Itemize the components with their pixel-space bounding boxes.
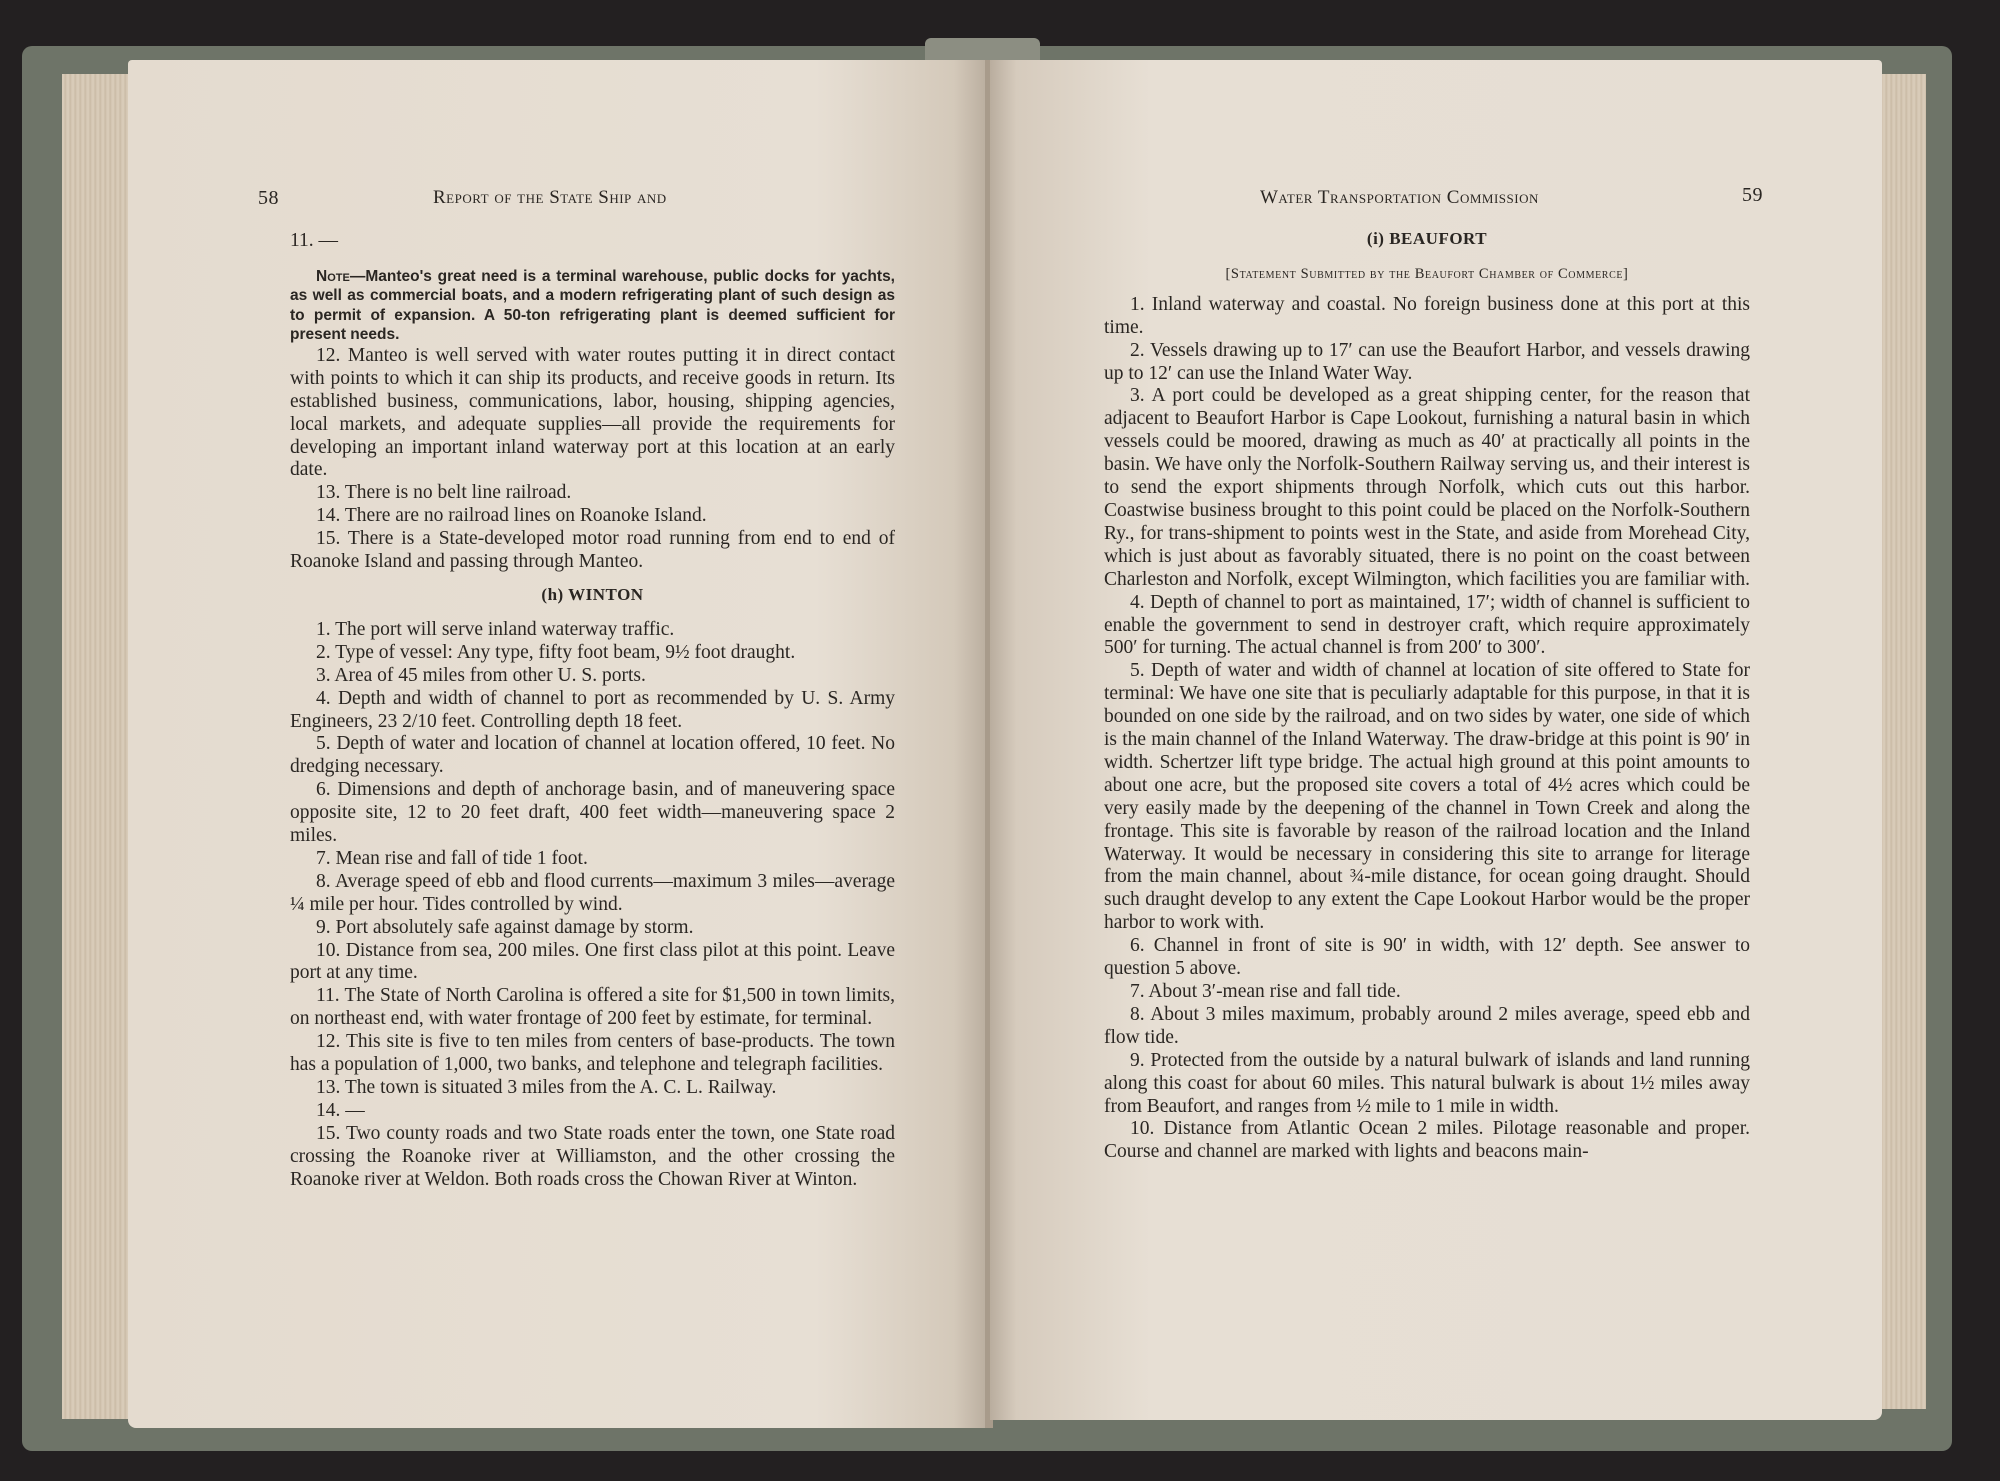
manteo-item: 12. Manteo is well served with water routes putting it in direct contact with points to which it can ship its products, and receive goods in return. Its established business, communications, labor, housing, shipping agencies, local markets, and adequate supplies—all provide the requirements for developing an important inland waterway port at this location at an early date. xyxy=(290,344,895,481)
winton-item: 5. Depth of water and location of channel at location offered, 10 feet. No dredging necessary. xyxy=(290,733,895,778)
winton-item: 14. — xyxy=(316,1099,365,1121)
manteo-item: 14. There are no railroad lines on Roanoke Island. xyxy=(316,505,707,527)
beaufort-item: 10. Distance from Atlantic Ocean 2 miles. Pilotage reasonable and proper. Course and channel are marked with lights and beacons main- xyxy=(1104,1118,1750,1163)
winton-item: 4. Depth and width of channel to port as recommended by U. S. Army Engineers, 23 2/10 feet. Controlling depth 18 feet. xyxy=(290,687,895,732)
note-lead: Note xyxy=(316,267,350,285)
manteo-item: 15. There is a State-developed motor road running from end to end of Roanoke Island and passing through Manteo. xyxy=(290,528,895,573)
winton-item: 13. The town is situated 3 miles from the A. C. L. Railway. xyxy=(316,1077,777,1098)
winton-item: 6. Dimensions and depth of anchorage basin, and of maneuvering space opposite site, 12 to 20 feet draft, 400 feet width—maneuvering space 2 miles. xyxy=(290,779,895,847)
beaufort-items xyxy=(1104,294,1750,1164)
manteo-note xyxy=(290,267,895,345)
beaufort-item: 3. A port could be developed as a great shipping center, for the reason that adjacent to Beaufort Harbor is Cape Lookout, furnishing a natural basin in which vessels could be moored, drawing as much as 40′ at practically all points in the basin. We have only the Norfolk-Southern Railway serving us, and their interest is to send the export shipments through Norfolk, which cuts out this harbor. Coastwise business brought to this point could be placed on the Norfolk-Southern Ry., for trans-shipment to points west in the State, and aside from Morehead City, which is just about as favorably situated, there is no point on the coast between Charleston and Norfolk, except Wilmington, which facilities you are familiar with. xyxy=(1104,385,1750,590)
left-page-number: 58 xyxy=(258,187,279,209)
beaufort-item: 7. About 3′-mean rise and fall tide. xyxy=(1130,981,1401,1002)
left-page-edges xyxy=(62,74,134,1419)
right-page-edges xyxy=(1878,74,1926,1409)
beaufort-item: 8. About 3 miles maximum, probably around 2 miles average, speed ebb and flow tide. xyxy=(1104,1003,1750,1048)
beaufort-item: 4. Depth of channel to port as maintained, 17′; width of channel is sufficient to enable the government to send in destroyer craft, which require approximately 500′ for turning. The actual channel is from 200′ to 300′. xyxy=(1104,591,1750,659)
winton-item: 9. Port absolutely safe against damage by storm. xyxy=(316,916,694,938)
beaufort-item: 6. Channel in front of site is 90′ in width, with 12′ depth. See answer to question 5 above. xyxy=(1104,935,1750,980)
winton-item: 12. This site is five to ten miles from centers of base-products. The town has a population of 1,000, two banks, and telephone and telegraph facilities. xyxy=(290,1031,895,1076)
manteo-items xyxy=(290,345,895,574)
beaufort-item: 1. Inland waterway and coastal. No foreign business done at this port at this time. xyxy=(1104,293,1750,338)
left-page-body xyxy=(290,230,895,1192)
note-text: —Manteo's great need is a terminal warehouse, public docks for yachts, as well as commercial boats, and a modern refrigerating plant of such design as to permit of expansion. A 50-ton refrigerating plant is deemed sufficient for present needs. xyxy=(290,267,895,344)
winton-item: 1. The port will serve inland waterway traffic. xyxy=(316,618,675,640)
right-page xyxy=(990,60,1882,1420)
right-page-number: 59 xyxy=(1742,184,1763,206)
left-running-header: Report of the State Ship and xyxy=(433,187,667,208)
winton-item: 8. Average speed of ebb and flood currents—maximum 3 miles—average ¼ mile per hour. Tides controlled by wind. xyxy=(290,870,895,915)
winton-item: 10. Distance from sea, 200 miles. One first class pilot at this point. Leave port at any time. xyxy=(290,939,895,984)
manteo-item: 13. There is no belt line railroad. xyxy=(316,482,572,504)
left-item-11: 11. — xyxy=(290,230,339,251)
beaufort-statement: [Statement Submitted by the Beaufort Chamber of Commerce] xyxy=(1225,265,1629,282)
winton-item: 7. Mean rise and fall of tide 1 foot. xyxy=(316,847,588,869)
right-running-header: Water Transportation Commission xyxy=(1260,187,1539,208)
beaufort-item: 2. Vessels drawing up to 17′ can use the Beaufort Harbor, and vessels drawing up to 12′ can use the Inland Water Way. xyxy=(1104,339,1750,384)
beaufort-item: 9. Protected from the outside by a natural bulwark of islands and land running along this coast for about 60 miles. This natural bulwark is about 1½ miles away from Beaufort, and ranges from ½ mile to 1 mile in width. xyxy=(1104,1049,1750,1117)
left-page xyxy=(128,60,988,1428)
beaufort-title: (i) BEAUFORT xyxy=(1366,229,1488,248)
winton-items xyxy=(290,619,895,1192)
winton-item: 3. Area of 45 miles from other U. S. ports. xyxy=(316,664,646,686)
winton-item: 15. Two county roads and two State roads enter the town, one State road crossing the Roanoke river at Williamston, and the other crossing the Roanoke river at Weldon. Both roads cross the Chowan River at Winton. xyxy=(290,1122,895,1190)
winton-item: 2. Type of vessel: Any type, fifty foot beam, 9½ foot draught. xyxy=(316,641,796,663)
winton-item: 11. The State of North Carolina is offered a site for $1,500 in town limits, on northeast end, with water frontage of 200 feet by estimate, for terminal. xyxy=(290,985,895,1030)
beaufort-item: 5. Depth of water and width of channel at location of site offered to State for terminal: We have one site that is peculiarly adaptable for this purpose, in that it is bounded on one side by the railroad, and on two sides by water, one side of which is the main channel of the Inland Waterway. The draw-bridge at this point is 90′ in width. Schertzer lift type bridge. The actual high ground at this point amounts to about one acre, but the proposed site covers a total of 4½ acres which could be very easily made by the deepening of the channel in Town Creek and along the frontage. This site is favorable by reason of the railroad location and the Inland Waterway. It would be necessary in considering this site to arrange for literage from the main channel, about ¾-mile distance, for ocean going draught. Should such draught develop to any extent the Cape Lookout Harbor would be the proper harbor to work with. xyxy=(1104,660,1750,934)
right-page-body xyxy=(1104,228,1750,1164)
winton-title: (h) WINTON xyxy=(541,584,644,604)
